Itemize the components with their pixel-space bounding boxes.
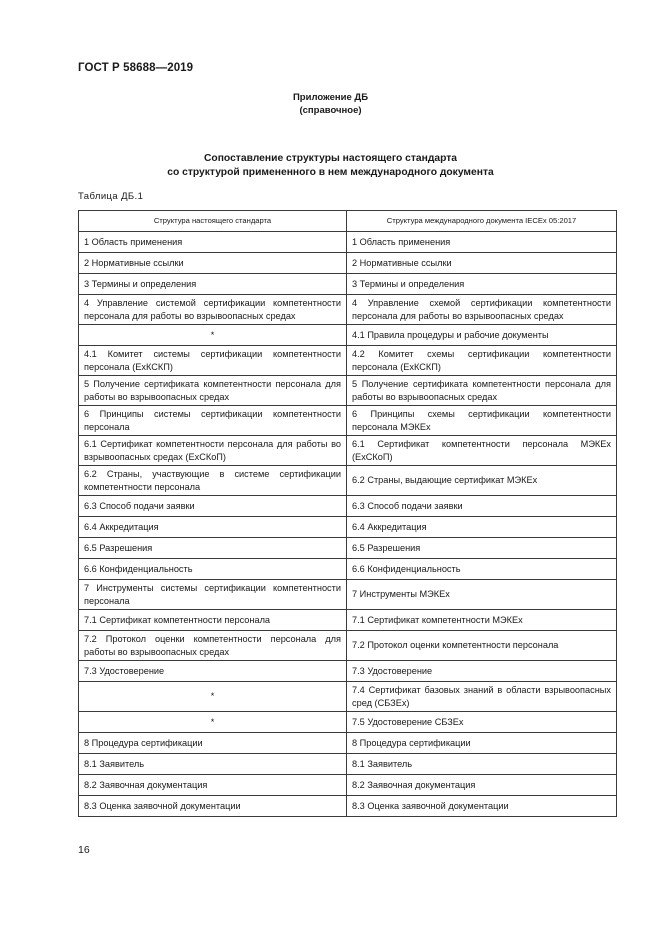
cell-international: 6.6 Конфиденциальность	[347, 559, 617, 580]
table-row	[79, 559, 617, 580]
cell-international: 6 Принципы схемы сертификации компетентности персонала МЭКЕх	[347, 406, 617, 436]
appendix-note: (справочное)	[299, 105, 362, 116]
cell-international: 7.5 Удостоверение СБЗЕх	[347, 712, 617, 733]
table-row	[79, 496, 617, 517]
cell-national: 6.6 Конфиденциальность	[79, 559, 347, 580]
cell-national: 7.2 Протокол оценки компетентности персонала для работы во взрывоопасных средах	[79, 631, 347, 661]
cell-national: 7 Инструменты системы сертификации компетентности персонала	[79, 580, 347, 610]
cell-international: 4.2 Комитет схемы сертификации компетентности персонала (ЕхКСКП)	[347, 346, 617, 376]
cell-international: 6.1 Сертификат компетентности персонала МЭКЕх (ЕхСКоП)	[347, 436, 617, 466]
table-row	[79, 325, 617, 346]
cell-international: 8 Процедура сертификации	[347, 733, 617, 754]
table-row	[79, 796, 617, 817]
page-number: 16	[78, 844, 90, 856]
cell-international: 8.3 Оценка заявочной документации	[347, 796, 617, 817]
cell-national: 6.5 Разрешения	[79, 538, 347, 559]
table-row	[79, 346, 617, 376]
table-row	[79, 406, 617, 436]
cell-international: 7 Инструменты МЭКЕх	[347, 580, 617, 610]
cell-international: 1 Область применения	[347, 232, 617, 253]
cell-national: 8 Процедура сертификации	[79, 733, 347, 754]
cell-national: 7.1 Сертификат компетентности персонала	[79, 610, 347, 631]
table-row	[79, 295, 617, 325]
title-line-1: Сопоставление структуры настоящего стандарта	[203, 153, 458, 164]
table-row	[79, 775, 617, 796]
cell-national: 8.1 Заявитель	[79, 754, 347, 775]
cell-international: 8.2 Заявочная документация	[347, 775, 617, 796]
cell-international: 6.4 Аккредитация	[347, 517, 617, 538]
table-row	[79, 754, 617, 775]
cell-international: 8.1 Заявитель	[347, 754, 617, 775]
cell-international: 2 Нормативные ссылки	[347, 253, 617, 274]
table-row	[79, 376, 617, 406]
cell-international: 6.3 Способ подачи заявки	[347, 496, 617, 517]
table-row	[79, 436, 617, 466]
table-row	[79, 712, 617, 733]
table-row	[79, 661, 617, 682]
table-body	[79, 232, 617, 817]
cell-national: 4 Управление системой сертификации компетентности персонала для работы во взрывоопасных средах	[79, 295, 347, 325]
cell-national: 7.3 Удостоверение	[79, 661, 347, 682]
cell-national: 6.4 Аккредитация	[79, 517, 347, 538]
cell-national: 6.3 Способ подачи заявки	[79, 496, 347, 517]
cell-national: 6.1 Сертификат компетентности персонала для работы во взрывоопасных средах (ЕхСКоП)	[79, 436, 347, 466]
table-row	[79, 580, 617, 610]
cell-international: 7.3 Удостоверение	[347, 661, 617, 682]
cell-international: 6.5 Разрешения	[347, 538, 617, 559]
cell-national: 6.2 Страны, участвующие в системе сертификации компетентности персонала	[79, 466, 347, 496]
cell-national: *	[79, 712, 347, 733]
cell-national: *	[79, 682, 347, 712]
table-row	[79, 232, 617, 253]
table-row	[79, 253, 617, 274]
appendix-label: Приложение ДБ	[292, 92, 369, 103]
column-header-national: Структура настоящего стандарта	[79, 211, 347, 232]
table-row	[79, 682, 617, 712]
cell-national: 3 Термины и определения	[79, 274, 347, 295]
cell-international: 7.4 Сертификат базовых знаний в области взрывоопасных сред (СБЗЕх)	[347, 682, 617, 712]
page-title	[0, 152, 661, 180]
cell-national: 5 Получение сертификата компетентности персонала для работы во взрывоопасных средах	[79, 376, 347, 406]
table-row	[79, 733, 617, 754]
cell-national: 2 Нормативные ссылки	[79, 253, 347, 274]
cell-national: 6 Принципы системы сертификации компетентности персонала	[79, 406, 347, 436]
cell-international: 3 Термины и определения	[347, 274, 617, 295]
cell-international: 6.2 Страны, выдающие сертификат МЭКЕх	[347, 466, 617, 496]
table-header-row	[79, 211, 617, 232]
cell-international: 5 Получение сертификата компетентности персонала для работы во взрывоопасных средах	[347, 376, 617, 406]
table-row	[79, 538, 617, 559]
table-row	[79, 466, 617, 496]
cell-national: 1 Область применения	[79, 232, 347, 253]
table-row	[79, 631, 617, 661]
title-line-2: со структурой примененного в нем международного документа	[167, 167, 494, 178]
appendix-heading	[0, 91, 661, 117]
table-row	[79, 610, 617, 631]
table-row	[79, 517, 617, 538]
comparison-table	[78, 210, 617, 817]
cell-international: 7.1 Сертификат компетентности МЭКЕх	[347, 610, 617, 631]
cell-international: 4.1 Правила процедуры и рабочие документы	[347, 325, 617, 346]
column-header-international: Структура международного документа IECEx 05:2017	[347, 211, 617, 232]
cell-international: 4 Управление схемой сертификации компетентности персонала для работы во взрывоопасных средах	[347, 295, 617, 325]
cell-national: *	[79, 325, 347, 346]
cell-national: 8.3 Оценка заявочной документации	[79, 796, 347, 817]
table-row	[79, 274, 617, 295]
cell-national: 8.2 Заявочная документация	[79, 775, 347, 796]
cell-national: 4.1 Комитет системы сертификации компетентности персонала (ЕхКСКП)	[79, 346, 347, 376]
table-label: Таблица ДБ.1	[78, 191, 144, 202]
document-code: ГОСТ Р 58688—2019	[78, 62, 194, 74]
cell-international: 7.2 Протокол оценки компетентности персонала	[347, 631, 617, 661]
